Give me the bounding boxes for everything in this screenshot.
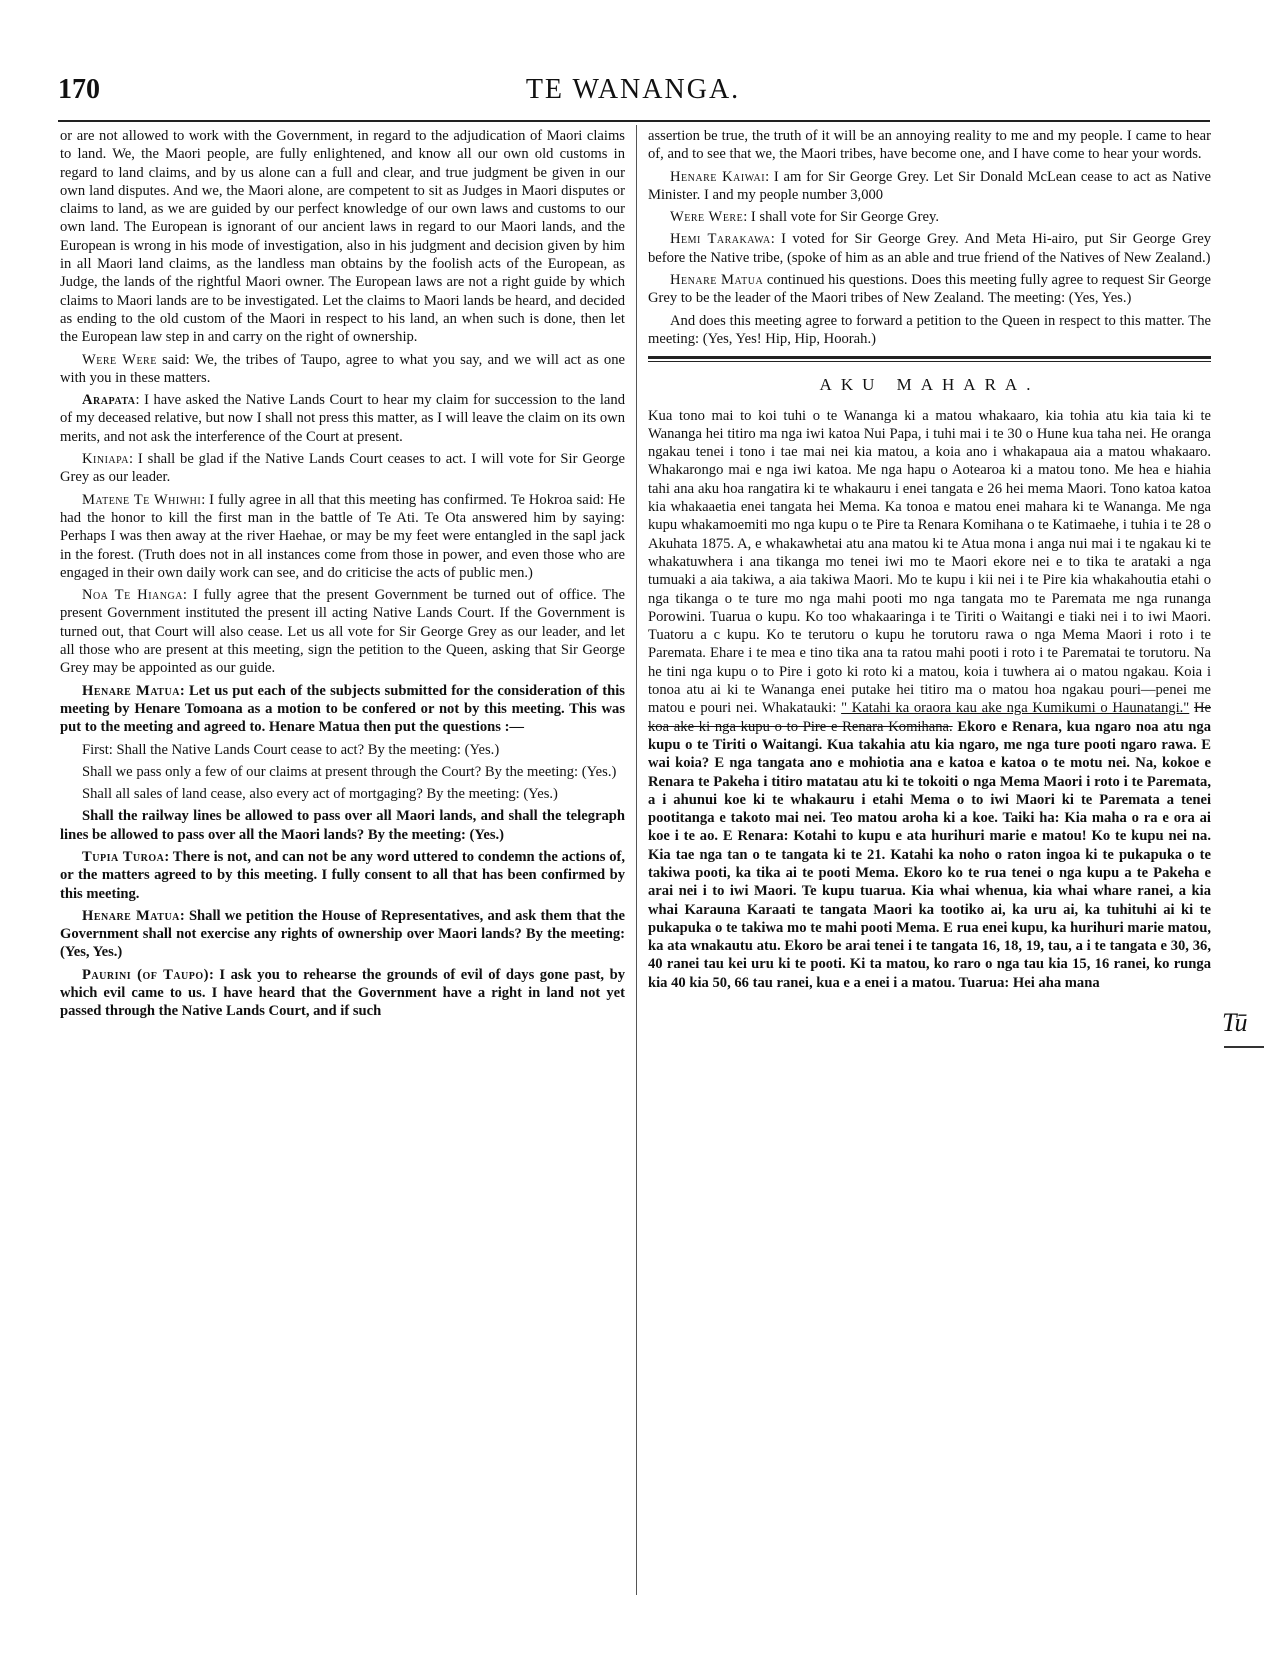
paragraph: or are not allowed to work with the Government, in regard to the adjudication of Maori claims to land. We, the Maori people, are fully enlightened, and know all our own old customs in regard to land claims, and by us alone can a full and clear, and true judgment be given in our own land disputes. And we, the Maori alone, are competent to sit as Judges in Maori disputes or claims to land, as we are guided by our perfect knowledge of our own laws and customs to our own land. The European is ignorant of our ancient laws in regard to our Maori lands, and the European is wrong in his mode of investigation, also in his judgment and decision given by him in all Maori land claims, as the landless man obtains by the foolish acts of the European, as Judge, the lands of the rightful Maori owner. The European laws are not a right guide by which claims to Maori lands are to be investigated. Let the claims to Maori lands be heard, and decided as ending to the old custom of the Maori in respect to his land, an when such is done, then let the European law step in and carry on the right of ownership. [60,128,625,346]
paragraph: And does this meeting agree to forward a petition to the Queen in respect to this matter. The meeting: (Yes, Yes! Hip, Hip, Hoorah.) [648,312,1211,347]
paragraph: Hemi Tarakawa: I voted for Sir George Grey. And Meta Hi-airo, put Sir George Grey before the Native tribe, (spoke of him as an able and true friend of the Natives of New Zealand.) [648,231,1212,266]
margin-line [1224,1046,1264,1048]
paragraph: Arapata: I have asked the Native Lands Court to hear my claim for succession to the land of my deceased relative, but now I shall not press this matter, as I will leave the claim on its own merits, and not ask the interference of the Court at present. [60,392,625,445]
section-title: AKU MAHARA. [819,375,1040,395]
speaker-name: Arapata [82,392,136,409]
struck-text: He koa ake ki nga kupu o to Pire e Renara Komihana. [648,700,1211,735]
running-head-title: TE WANANGA. [525,74,741,105]
speaker-name: Were Were [670,209,744,226]
speaker-name: Henare Matua [82,907,180,924]
paragraph: Henare Matua continued his questions. Does this meeting fully agree to request Sir George Grey to be the leader of the Maori tribes of New Zealand. The meeting: (Yes, Yes.) [648,272,1211,307]
paragraph: Henare Kaiwai: I am for Sir George Grey. Let Sir Donald McLean cease to act as Native Minister. I and my people number 3,000 [648,168,1211,203]
speaker-name: Kiniapa [82,451,130,468]
question: Shall all sales of land cease, also every act of mortgaging? By the meeting: (Yes.) [82,786,558,803]
question: Shall we pass only a few of our claims at present through the Court? By the meeting: (Yes.) [82,763,617,780]
right-column [648,127,1211,996]
paragraph: Paurini (of Taupo): I ask you to rehearse the grounds of evil of days gone past, by which evil came to us. I have heard that the Government have a right in land not yet passed through the Native Lands Court, and if such [60,966,626,1020]
paragraph: Kiniapa: I shall be glad if the Native Lands Court ceases to act. I will vote for Sir George Grey as our leader. [60,451,625,486]
header-rule [58,120,1210,122]
speaker-name: Tupia Turoa [82,848,165,865]
paragraph: Were Were said: We, the tribes of Taupo, agree to what you say, and we will act as one with you in these matters. [60,351,625,386]
speaker-name: Hemi Tarakawa [670,231,771,248]
speaker-name: Noa Te Hianga [82,587,183,604]
paragraph: Tupia Turoa: There is not, and can not be any word uttered to condemn the actions of, or the matters agreed to by this meeting. I fully consent to all that has been confirmed by this meeting. [60,848,625,902]
underlined-proverb: " Katahi ka oraora kau ake nga Kumikumi o Haunatangi." [841,700,1190,717]
paragraph: assertion be true, the truth of it will be an annoying reality to me and my people. I came to hear of, and to see that we, the Maori tribes, have become one, and I have come to hear your words. [648,128,1211,163]
speaker-name: Matene Te Whiwhi [82,491,202,508]
speaker-name: Henare Matua [670,272,764,289]
question: First: Shall the Native Lands Court cease to act? By the meeting: (Yes.) [82,741,500,758]
section-rule [648,356,1211,362]
paragraph: Matene Te Whiwhi: I fully agree in all that this meeting has confirmed. Te Hokroa said: He had the honor to kill the first man in the battle of Te Ati. Te Ota answered him by saying: Perhaps I was then away at the river Haehae, or may be my feet were entangled in the sapl jack in the forest. (Truth does not in all instances come from those in power, and even those who are engaged in their own daily work can see, and do criticise the acts of public men.) [60,491,625,581]
paragraph: Noa Te Hianga: I fully agree that the present Government be turned out of office. The present Government instituted the present ill acting Native Lands Court. If the Government is turned out, that Court will also cease. Let us all vote for Sir George Grey as our leader, and let all those who are present at this meeting, sign the petition to the Queen, asking that Sir George Grey may be appointed as our guide. [60,587,625,677]
paragraph: Henare Matua: Shall we petition the House of Representatives, and ask them that the Government shall not exercise any rights of ownership over Maori lands? By the meeting: (Yes, Yes.) [60,907,625,961]
handwritten-margin-note: Tū [1222,1008,1246,1037]
column-divider [636,125,637,1595]
paragraph: Kua tono mai to koi tuhi o te Wananga ki a matou whakaaro, kia tohia atu kia taia ki te Wananga hei titiro ma nga iwi katoa Nui Papa, i tuhi mai i te 30 o Hune kua taha nei. He oranga ngakau tenei i tono i tae mai nei kia matou, a koia ano i whakapaua aia a matou whakaaro. Whakarongo mai e nga iwi katoa. Me nga hapu o Aotearoa ki a matou tono. Me hea e hiahia tahi ana aku hoa rangatira ki te whakauru i enei tangata e 26 hei mema Maori. Tono katoa katoa kia whakaaetia enei tangata hei Mema. Ka tonoa e matou enei mahara ki te Wananga. Me nga kupu whakamoemiti mo nga kupu o te Pire ta Renara Komihana o te Katimaehe, i tuhia i te 28 o Akuhata 1875. A, e whakawhetai atu ana matou ki te Atua mona i anga nui mai i te ngakau ki te whakatuwhera i ana tikanga mo tenei iwi mo te Maori ekore nei e to tika te arataki a nga tumuaki a aia takiwa, a aia takiwa Maori. Mo te kupu i kii nei i te Pire kia whakahoutia etahi o nga tikanga o te ture mo nga mahi pooti mo nga tangata mo te Paremata me nga runanga Porowini. Tuarua o kupu. Ko too whakaaringa i te Tiriti o Waitangi e tiaki nei i to iwi Maori. Tuatoru a c kupu. Ko te terutoru o kupu he torutoru rawa o nga Mema Maori i roto i te Paremata. Ehare i te mea e tino tika ana ta ratou mahi pooti i roto i te Parematai te torutoru. Na he tini nga kupu o to Pire i goto ki roto ki a matou, koia i tuwhera ai o matou ngakau. Koia i tonoa atu ai ki te Wananga enei putake hei titiro ma o matou hoa ngakau pouri—penei me matou e pouri nei. Whakatauki: " Katahi ka oraora kau ake nga Kumikumi o Haunatangi." He koa ake ki nga kupu o to Pire e Renara Komihana. Ekoro e Renara, kua ngaro noa atu nga kupu o te Tiriti o Waitangi. Kua takahia atu kia ngaro, me nga ture pooti ngaro rawa. E wai koia? E nga tangata ano e mohiotia ana e katoa e katoa o te motu nei. Na, kokoe e Renara te Pakeha i titiro matatau atu ki te tokoiti o nga Mema Maori i roto i te Paremata, a i ahunui koe ki te whakauru i etahi Mema o to iwi Maori ki te Paremata a tenei pootitanga e takoto mai nei. Teo matou aroha ki a koe. Taiki ha: Kia maha o ra e ora ai koe i te ao. E Renara: Kotahi to kupu e ata hurihuri marie e matou! Ko te kupu nei na. Kia tae nga tan o te tangata ki te 21. Katahi ka noho o raton ingoa ki te pukapuka o te takiwa pooti, ka tika ai te pooti Mema. Ekoro ko te rua tenei o nga kupu a te Pakeha e arai nei i to iwi Maori. Te kupu tuarua. Kia whai whenua, kia whai whare ranei, a kia whai Karauna Karaati te tangata Maori ka tootiko ai, ka uru ai, ka tuhituhi ai ki te pukapuka o te takiwa mo te mahi pooti Mema. E rua enei kupu, ka hurihuri marie matou, ka ata wnakautu atu. Ekoro be arai tenei i te tangata 16, 18, 19, tau, a i te tangata e 30, 36, 40 ranei tau kei uru ki te pooti. Ki ta matou, ko raro o nga tau kia 15, 16 ranei, ko runga kia 40 kia 50, 66 tau ranei, kua e a enei i a matou. Tuarua: Hei aha mana [648,407,1211,991]
question: Shall the railway lines be allowed to pass over all Maori lands, and shall the telegraph lines be allowed to pass over all the Maori lands? By the meeting: (Yes.) [60,808,625,843]
page-number: 170 [58,74,100,105]
paragraph: Henare Matua: Let us put each of the subjects submitted for the consideration of this meeting by Henare Tomoana as a motion to be confered or not by this meeting. This was put to the meeting and agreed to. Henare Matua then put the questions :— [60,682,625,736]
speaker-name: Henare Matua [82,682,180,699]
speaker-name: Henare Kaiwai [670,168,766,185]
left-column [60,127,625,1025]
page-header [58,74,1208,114]
paragraph: Were Were: I shall vote for Sir George Grey. [670,209,939,226]
speaker-name: Were Were [82,351,157,368]
speaker-name: Paurini (of Taupo) [82,966,210,983]
